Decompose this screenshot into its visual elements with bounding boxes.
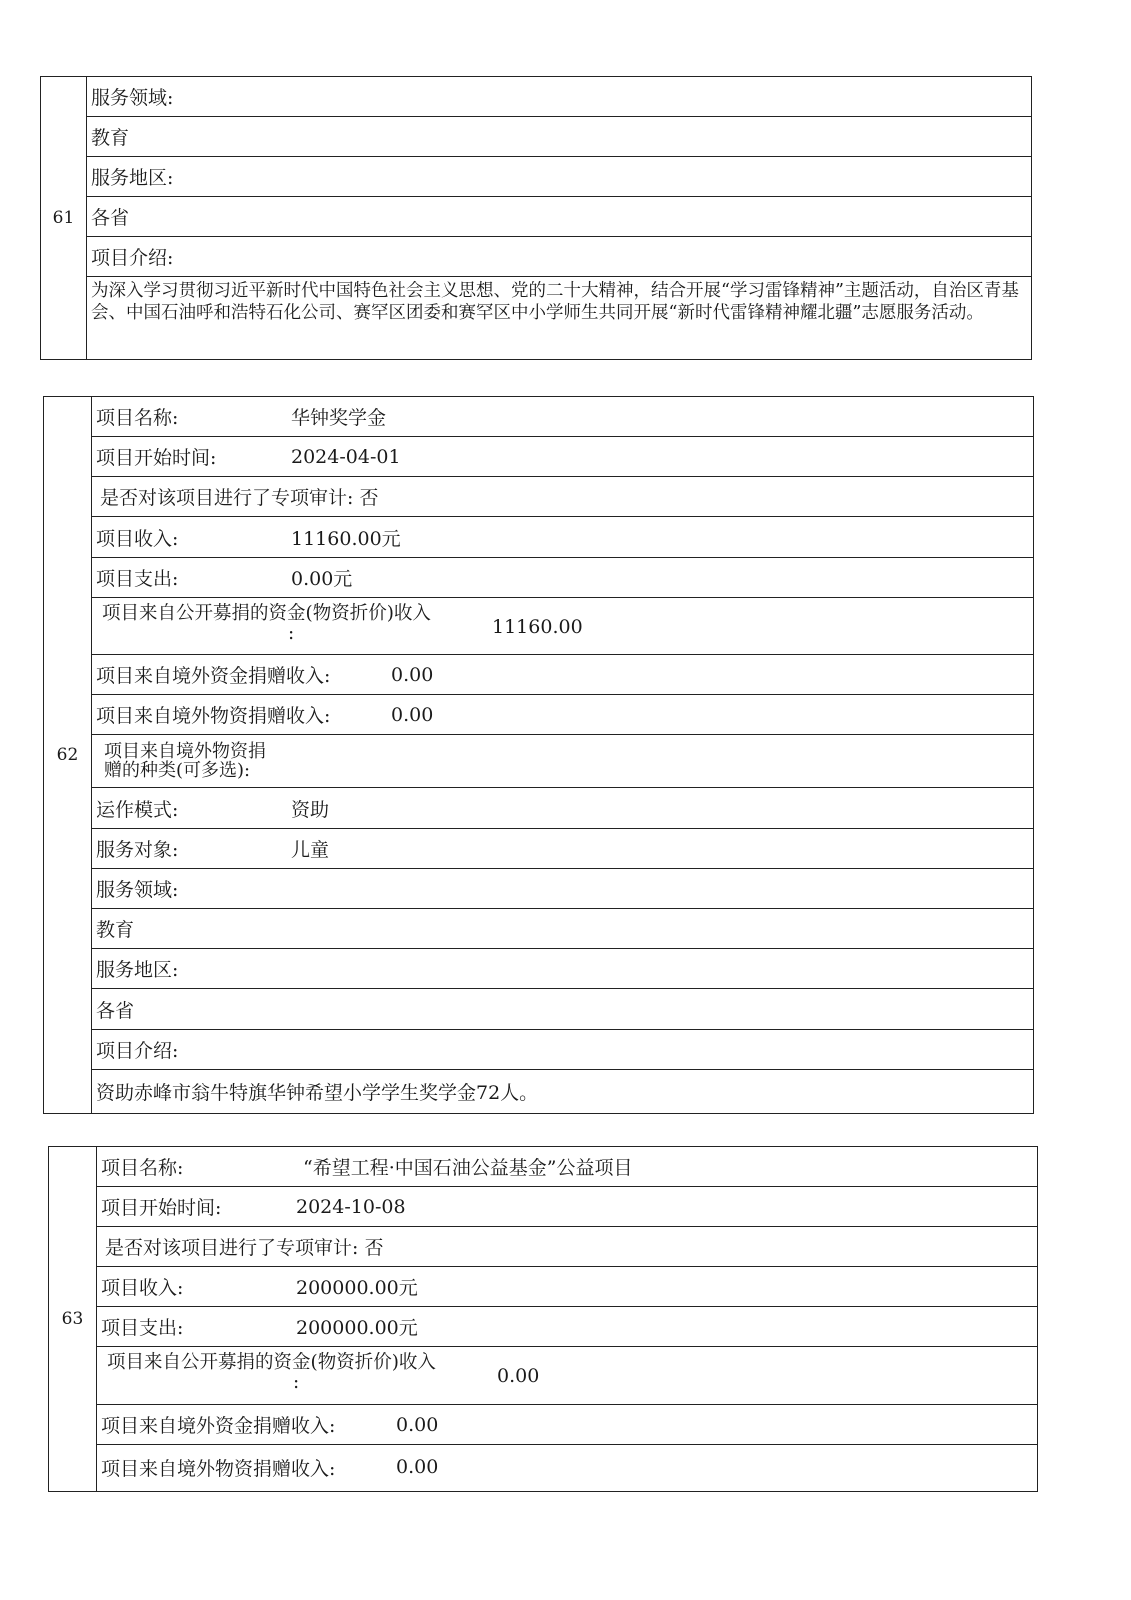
income-row [92,517,1033,558]
income-value: 200000.00元 [296,1277,418,1299]
expense-label: 项目支出: [101,1317,184,1339]
intro-label-row [87,237,1031,277]
target-row [92,829,1033,869]
expense-row [92,558,1033,598]
intro-text-row [92,1070,1033,1112]
public-fund-value: 11160.00 [492,616,583,638]
name-label: 项目名称: [101,1157,184,1179]
foreign-goods-row [97,1445,1037,1489]
foreign-fund-label: 项目来自境外资金捐赠收入: [96,665,331,687]
name-label: 项目名称: [96,407,179,429]
start-row [97,1187,1037,1227]
public-fund-label-text: 项目来自公开募捐的资金(物资折价)收入 [107,1352,436,1373]
name-row [97,1147,1037,1187]
field-label-row [92,869,1033,909]
field-value: 教育 [91,127,130,149]
mode-label: 运作模式: [96,798,179,821]
start-label: 项目开始时间: [101,1197,222,1219]
name-value: 华钟奖学金 [291,407,387,429]
intro-label: 项目介绍: [96,1040,179,1062]
foreign-goods-label: 项目来自境外物资捐赠收入: [101,1457,336,1480]
intro-label-row [92,1030,1033,1070]
name-value: “希望工程·中国石油公益基金”公益项目 [303,1157,633,1179]
target-value: 儿童 [291,839,330,861]
public-fund-value: 0.00 [497,1365,540,1387]
region-label: 服务地区: [96,959,179,981]
expense-value: 200000.00元 [296,1317,418,1339]
foreign-goods-value: 0.00 [391,703,434,726]
public-fund-row [92,598,1033,655]
start-row [92,437,1033,477]
foreign-fund-row [97,1405,1037,1445]
intro-text: 为深入学习贯彻习近平新时代中国特色社会主义思想、党的二十大精神，结合开展“学习雷锋精神”主题活动，自治区青基会、中国石油呼和浩特石化公司、赛罕区团委和赛罕区中小学师生共同开展“新时代雷锋精神耀北疆”志愿服务活动。 [91,281,1019,323]
public-fund-label [107,1353,497,1393]
field-value-row [92,909,1033,949]
region-value: 各省 [96,999,135,1022]
name-row [92,397,1033,437]
region-label-row [87,157,1031,197]
field-label: 服务领域: [96,879,179,901]
project-block-62 [43,396,1034,1114]
start-value: 2024-04-01 [291,445,401,468]
audit-row [97,1227,1037,1267]
audit-text: 是否对该项目进行了专项审计: 否 [100,487,379,509]
project-block-63 [48,1146,1038,1492]
public-fund-colon: : [293,1372,300,1393]
foreign-fund-row [92,655,1033,695]
region-value: 各省 [91,207,130,229]
foreign-goods-label: 项目来自境外物资捐赠收入: [96,705,331,727]
income-value: 11160.00元 [291,527,401,550]
row-number: 63 [49,1147,97,1491]
audit-row [92,477,1033,517]
intro-text: 资助赤峰市翁牛特旗华钟希望小学学生奖学金72人。 [96,1081,539,1104]
income-row [97,1267,1037,1307]
income-label: 项目收入: [96,527,179,550]
public-fund-row [97,1347,1037,1405]
region-value-row [92,989,1033,1030]
audit-text: 是否对该项目进行了专项审计: 否 [105,1237,384,1259]
field-value-row [87,117,1031,157]
region-label: 服务地区: [91,167,174,189]
goods-kind-row [92,735,1033,788]
public-fund-label-text: 项目来自公开募捐的资金(物资折价)收入 [102,603,431,624]
expense-label: 项目支出: [96,568,179,590]
foreign-fund-value: 0.00 [391,663,434,686]
foreign-fund-label: 项目来自境外资金捐赠收入: [101,1415,336,1437]
project-fields [97,1147,1037,1491]
region-label-row [92,949,1033,989]
start-value: 2024-10-08 [296,1195,406,1218]
foreign-fund-value: 0.00 [396,1413,439,1436]
project-fields [87,77,1031,359]
row-number: 61 [41,77,87,359]
field-value: 教育 [96,919,135,941]
foreign-goods-row [92,695,1033,735]
foreign-goods-value: 0.00 [396,1456,439,1478]
region-value-row [87,197,1031,237]
target-label: 服务对象: [96,839,179,861]
public-fund-colon: : [288,623,295,644]
goods-kind-label [104,742,266,780]
mode-value: 资助 [291,798,330,821]
row-number: 62 [44,397,92,1113]
goods-kind-line2: 赠的种类(可多选): [104,760,251,781]
goods-kind-line1: 项目来自境外物资捐 [104,741,266,762]
field-label: 服务领域: [91,87,174,109]
intro-label: 项目介绍: [91,247,174,269]
start-label: 项目开始时间: [96,447,217,469]
expense-value: 0.00元 [291,568,353,590]
expense-row [97,1307,1037,1347]
mode-row [92,788,1033,829]
field-label-row [87,77,1031,117]
income-label: 项目收入: [101,1277,184,1299]
public-fund-label [102,604,492,644]
project-block-61 [40,76,1032,360]
project-fields [92,397,1033,1113]
